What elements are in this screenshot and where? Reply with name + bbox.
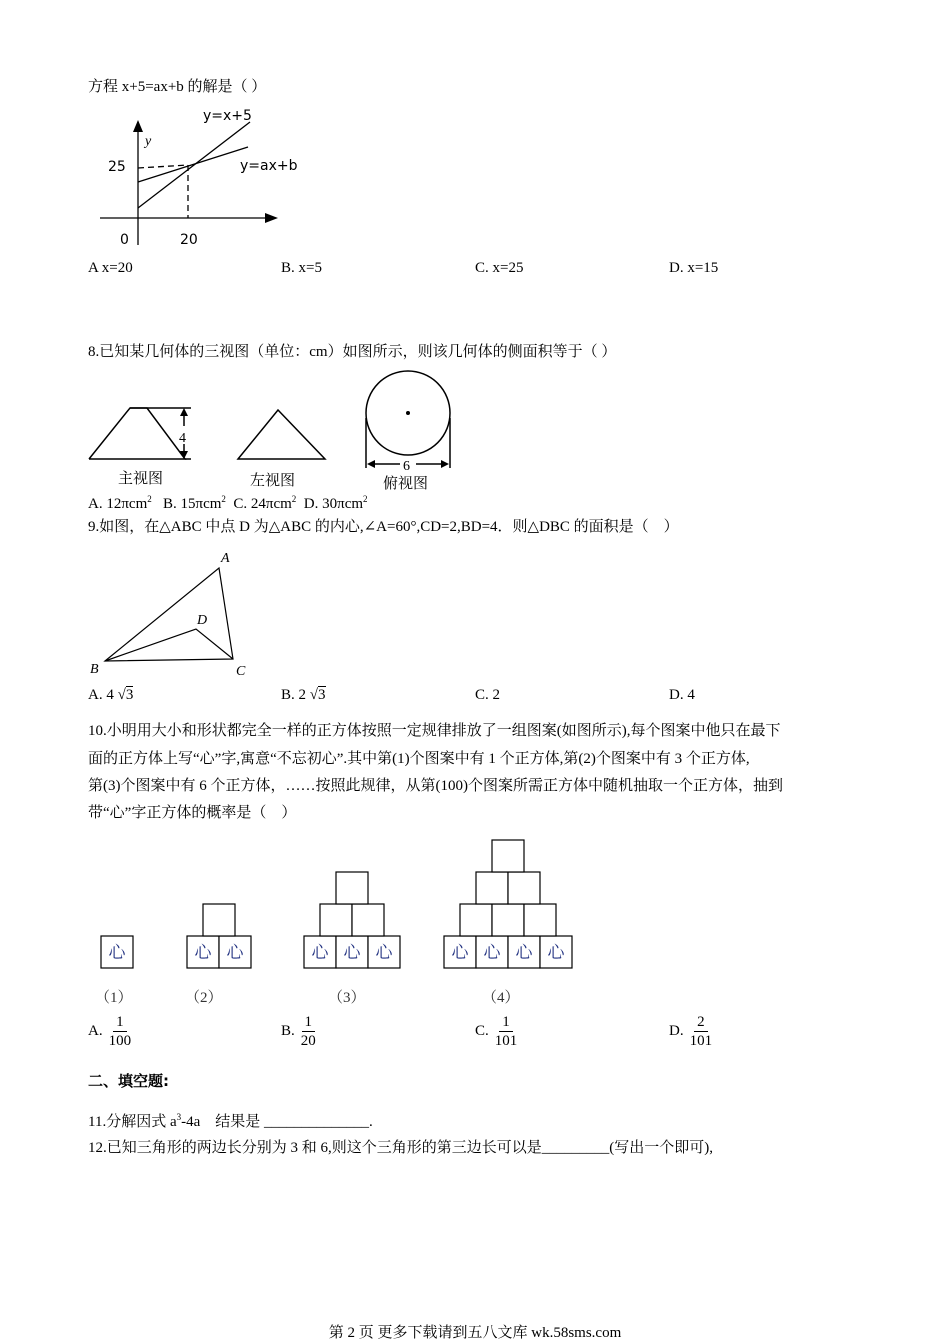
- cube-heart-char: 心: [483, 943, 501, 963]
- q8-options: [88, 489, 368, 514]
- cube: [476, 872, 508, 904]
- q10-option-c: C. 1 101: [475, 1014, 518, 1049]
- cube: [492, 904, 524, 936]
- q9-triangle: [85, 545, 255, 685]
- cube: [524, 904, 556, 936]
- q7-option-d: D. x=15: [669, 260, 719, 276]
- vertex-b-label: B: [90, 662, 99, 677]
- q8-three-views: [85, 368, 465, 493]
- q10-option-b: B. 1 20: [281, 1014, 316, 1049]
- cube: [508, 872, 540, 904]
- line2-label: y=ax+b: [240, 158, 298, 174]
- cube: [336, 872, 368, 904]
- q8-text: 8.已知某几何体的三视图（单位：cm）如图所示，则该几何体的侧面积等于（ ）: [88, 344, 617, 360]
- figure-label-3: （3）: [328, 990, 366, 1006]
- q9-text: 9.如图，在△ABC 中点 D 为△ABC 的内心,∠A=60°,CD=2,BD=4．则△DBC 的面积是（ ）: [88, 519, 679, 535]
- q7-graph: [100, 100, 298, 250]
- figure-label-4: （4）: [482, 990, 520, 1006]
- front-view-label: 主视图: [118, 469, 164, 487]
- vertex-a-label: A: [221, 551, 230, 566]
- diameter-label: 6: [403, 459, 410, 474]
- y-tick-label: 25: [108, 159, 126, 175]
- q8-option-a: A. 12πcm$^2$: [88, 494, 152, 512]
- cube-heart-char: 心: [547, 943, 565, 963]
- height-label: 4: [179, 431, 186, 446]
- cube: [320, 904, 352, 936]
- left-view-label: 左视图: [250, 471, 296, 489]
- q10-option-d: D. 2 101: [669, 1014, 713, 1049]
- figure-label-2: （2）: [185, 990, 223, 1006]
- y-axis-arrow-icon: [133, 120, 143, 132]
- x-axis-arrow-icon: [265, 213, 278, 223]
- cube: [203, 904, 235, 936]
- section-2-title: 二、填空题:: [88, 1072, 169, 1090]
- cube: [492, 840, 524, 872]
- q8-option-b: B. 15πcm$^2$: [162, 494, 226, 512]
- top-view-label: 俯视图: [383, 474, 429, 492]
- q9-option-b: B. 2 √3: [281, 687, 326, 703]
- cube-heart-char: 心: [108, 943, 126, 963]
- cube-heart-char: 心: [343, 943, 361, 963]
- q8-option-d: D. 30πcm$^2$: [303, 494, 368, 512]
- q10-line-1: 10.小明用大小和形状都完全一样的正方体按照一定规律排放了一组图案(如图所示),每个图案中他只在最下: [88, 723, 781, 739]
- q10-line-4: 带“心”字正方体的概率是（ ）: [88, 805, 297, 821]
- cube-heart-char: 心: [311, 943, 329, 963]
- q11-text: 11.分解因式 $a^3-4a$ 结果是 ______________.: [88, 1112, 373, 1130]
- point-d-label: D: [197, 613, 208, 628]
- cube-heart-char: 心: [515, 943, 533, 963]
- vertex-c-label: C: [236, 664, 246, 679]
- q7-text: 方程 x+5=ax+b 的解是（ ）: [88, 79, 267, 95]
- center-dot-icon: [406, 411, 410, 415]
- q9-option-a: A. 4 √3: [88, 687, 134, 703]
- q10-option-a: A. 1 100: [88, 1014, 132, 1049]
- cube-heart-char: 心: [451, 943, 469, 963]
- q10-line-3: 第(3)个图案中有 6 个正方体，……按照此规律，从第(100)个图案所需正方体中随机抽取一个正方体，抽到: [88, 778, 783, 794]
- q12-text: 12.已知三角形的两边长分别为 3 和 6,则这个三角形的第三边长可以是_________(写出一个即可),: [88, 1140, 713, 1156]
- q7-option-a: A x=20: [88, 260, 133, 276]
- cube: [352, 904, 384, 936]
- q7-option-c: C. x=25: [475, 260, 524, 276]
- cube-heart-char: 心: [226, 943, 244, 963]
- figure-label-1: （1）: [95, 990, 133, 1006]
- y-axis-label: y: [145, 134, 152, 149]
- origin-label: 0: [120, 232, 129, 248]
- q9-option-d: D. 4: [669, 687, 695, 703]
- line1-label: y=x+5: [203, 108, 252, 124]
- cube-heart-char: 心: [194, 943, 212, 963]
- q8-option-c: C. 24πcm$^2$: [233, 494, 297, 512]
- cube: [460, 904, 492, 936]
- q9-option-c: C. 2: [475, 687, 501, 703]
- x-tick-label: 20: [180, 232, 198, 248]
- page-footer: 第 2 页 更多下载请到五八文库 wk.58sms.com: [328, 1325, 622, 1341]
- q7-option-b: B. x=5: [281, 260, 322, 276]
- q10-line-2: 面的正方体上写“心”字,寓意“不忘初心”.其中第(1)个图案中有 1 个正方体,第(2)个图案中有 3 个正方体,: [88, 751, 750, 767]
- q10-cube-patterns: [0, 830, 950, 1010]
- cube-heart-char: 心: [375, 943, 393, 963]
